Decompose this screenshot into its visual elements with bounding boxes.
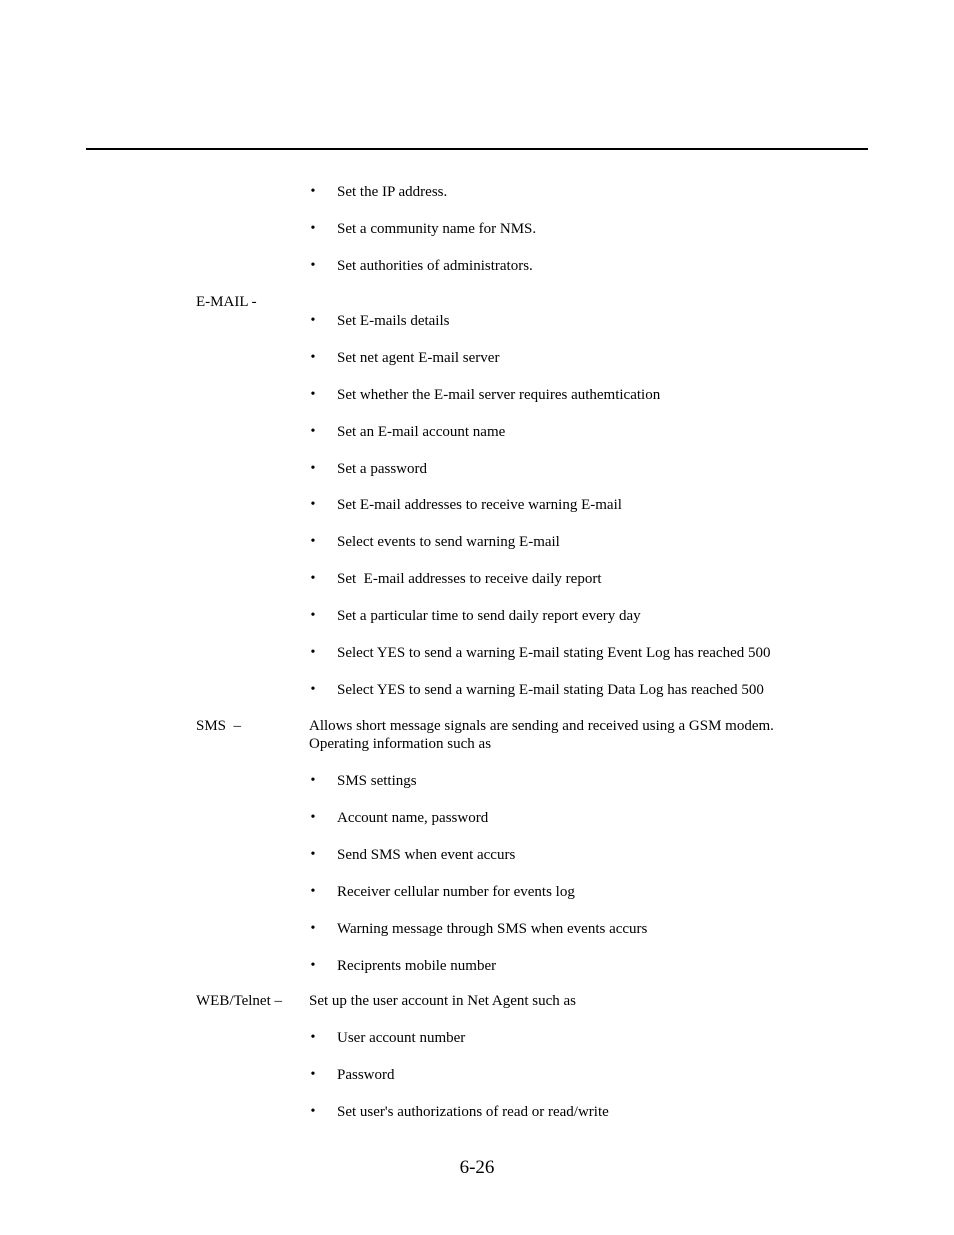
bullet-icon: • [310, 387, 316, 402]
list-item: User account number [337, 1030, 466, 1046]
web-section-label: WEB/Telnet – [196, 993, 283, 1009]
list-item: Warning message through SMS when events accurs [337, 921, 648, 937]
bullet-icon: • [310, 221, 316, 236]
bullet-icon: • [310, 258, 316, 273]
list-item: SMS settings [337, 773, 417, 789]
bullet-icon: • [310, 350, 316, 365]
bullet-icon: • [310, 682, 316, 697]
bullet-icon: • [310, 461, 316, 476]
bullet-icon: • [310, 571, 316, 586]
bullet-icon: • [310, 497, 316, 512]
list-item: Set user's authorizations of read or read/write [337, 1104, 609, 1120]
list-item: Select YES to send a warning E-mail stating Event Log has reached 500 [337, 645, 771, 661]
bullet-icon: • [310, 958, 316, 973]
email-section-label: E-MAIL - [196, 294, 257, 310]
bullet-icon: • [310, 773, 316, 788]
bullet-icon: • [310, 424, 316, 439]
bullet-icon: • [310, 645, 316, 660]
list-item: Select YES to send a warning E-mail stating Data Log has reached 500 [337, 682, 764, 698]
list-item: Set the IP address. [337, 184, 448, 200]
list-item: Account name, password [337, 810, 489, 826]
list-item: Set a password [337, 461, 427, 477]
bullet-icon: • [310, 884, 316, 899]
list-item: Set E-mails details [337, 313, 450, 329]
list-item: Set net agent E-mail server [337, 350, 500, 366]
list-item: Set authorities of administrators. [337, 258, 533, 274]
bullet-icon: • [310, 1030, 316, 1045]
list-item: Set E-mail addresses to receive warning E-mail [337, 497, 622, 513]
sms-section-label: SMS – [196, 718, 242, 734]
list-item: Set a community name for NMS. [337, 221, 537, 237]
page-number: 6-26 [459, 1157, 495, 1178]
list-item: Set E-mail addresses to receive daily report [337, 571, 602, 587]
bullet-icon: • [310, 1067, 316, 1082]
list-item: Set a particular time to send daily report every day [337, 608, 641, 624]
list-item: Send SMS when event accurs [337, 847, 516, 863]
bullet-icon: • [310, 313, 316, 328]
list-item: Receiver cellular number for events log [337, 884, 575, 900]
bullet-icon: • [310, 847, 316, 862]
list-item: Select events to send warning E-mail [337, 534, 560, 550]
sms-description-line1: Allows short message signals are sending and received using a GSM modem. [309, 718, 774, 734]
bullet-icon: • [310, 921, 316, 936]
bullet-icon: • [310, 184, 316, 199]
header-rule [86, 148, 868, 150]
bullet-icon: • [310, 608, 316, 623]
sms-description-line2: Operating information such as [309, 736, 492, 752]
list-item: Reciprents mobile number [337, 958, 497, 974]
web-description: Set up the user account in Net Agent such as [309, 993, 577, 1009]
list-item: Password [337, 1067, 395, 1083]
bullet-icon: • [310, 1104, 316, 1119]
list-item: Set an E-mail account name [337, 424, 506, 440]
list-item: Set whether the E-mail server requires authemtication [337, 387, 661, 403]
bullet-icon: • [310, 534, 316, 549]
bullet-icon: • [310, 810, 316, 825]
